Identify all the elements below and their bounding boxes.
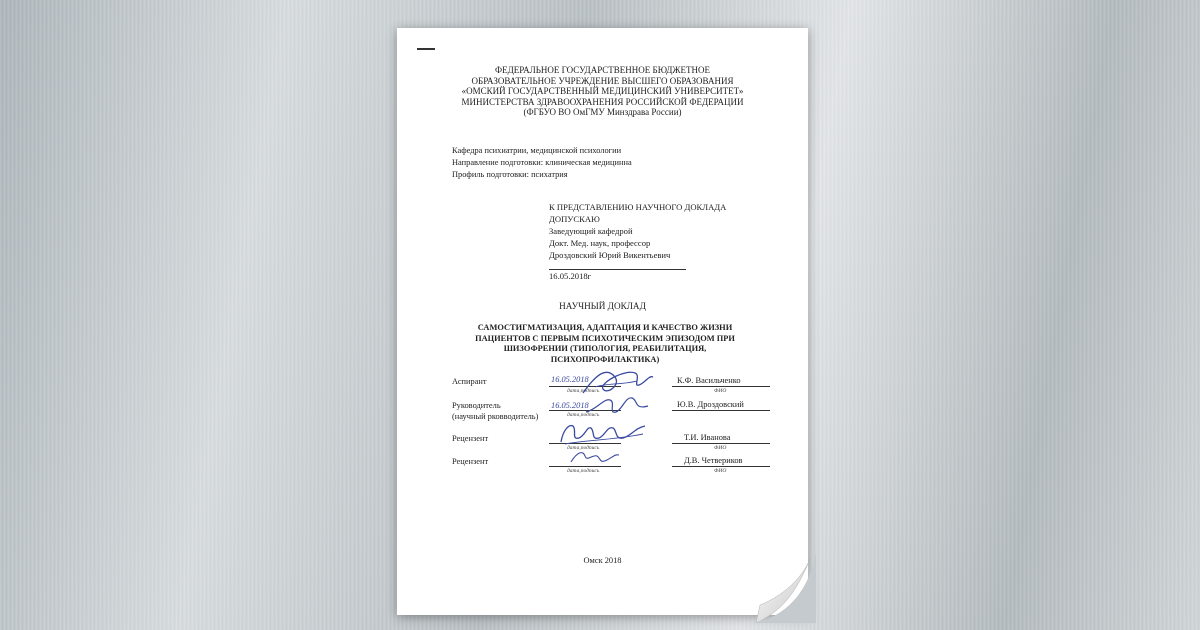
sig-date-caption: дата,подпись [567,468,600,474]
approval-line: ДОПУСКАЮ [549,214,600,224]
approval-signature-line [549,261,686,270]
signature-row-supervisor [452,400,782,426]
sig-name: К.Ф. Васильченко [677,376,741,385]
sig-role-line2: (научный рковводитель) [452,412,539,421]
page-curl-icon [756,553,816,623]
title-line: ШИЗОФРЕНИИ (ТИПОЛОГИЯ, РЕАБИЛИТАЦИЯ, [503,344,707,354]
corner-mark [417,48,435,50]
sig-date-caption: дата,подпись [567,445,600,451]
title-line: САМОСТИГМАТИЗАЦИЯ, АДАПТАЦИЯ И КАЧЕСТВО ЖИЗНИ [477,323,733,332]
sig-role: Рецензент [452,434,489,443]
document-title [455,323,755,365]
sig-name-line [672,466,770,467]
direction-text: Направление подготовки: клиническая медицинна [452,158,632,167]
header-line: ОБРАЗОВАТЕЛЬНОЕ УЧРЕЖДЕНИЕ ВЫСШЕГО ОБРАЗОВАНИЯ [471,75,734,86]
approval-line: К ПРЕДСТАВЛЕНИЮ НАУЧНОГО ДОКЛАДА [549,202,727,212]
header-line: ФЕДЕРАЛЬНОЕ ГОСУДАРСТВЕННОЕ БЮДЖЕТНОЕ [495,65,710,75]
sig-name: Д.В. Четвериков [684,456,743,465]
sig-name-caption: ФИО [714,468,727,474]
sig-name: Ю.В. Дроздовский [677,400,744,409]
sig-name-caption: ФИО [714,445,727,451]
sig-role: Рецензент [452,457,489,466]
profile-text: Профиль подготовки: психатрия [452,170,568,179]
sig-date-caption: дата,подпись [567,388,600,394]
program-info [452,145,632,181]
institution-header [397,65,808,118]
title-line: ПАЦИЕНТОВ С ПЕРВЫМ ПСИХОТИЧЕСКИМ ЭПИЗОДОМ ПРИ [475,333,735,343]
sig-date-line [549,386,621,387]
sig-date-handwritten: 16.05.2018 [551,401,589,410]
header-line: МИНИСТЕРСТВА ЗДРАВООХРАНЕНИЯ РОССИЙСКОЙ ФЕДЕРАЦИИ [461,96,744,107]
title-line: ПСИХОПРОФИЛАКТИКА) [550,354,660,364]
document-page [397,28,808,615]
city-year: Омск 2018 [583,556,622,565]
approval-line: Заведующий кафедрой [549,226,633,236]
document-type: НАУЧНЫЙ ДОКЛАД [559,301,646,311]
sig-date-line [549,466,621,467]
sig-date-caption: дата,подпись [567,412,600,418]
signature-row-graduate [452,376,782,402]
sig-date-line [549,443,621,444]
approval-block [549,201,726,282]
sig-role-line1: Руководитель [452,401,501,410]
header-line: (ФГБУО ВО ОмГМУ Минздрава России) [523,107,682,117]
sig-name: Т.И. Иванова [684,433,731,442]
department-text: Кафедра психиатрии, медицинской психологии [452,146,622,155]
sig-role [452,400,538,422]
sig-date-line [549,410,621,411]
sig-date-handwritten: 16.05.2018 [551,375,589,384]
sig-name-line [672,443,770,444]
approval-line: Докт. Мед. наук, профессор [549,238,651,248]
approval-line: Дроздовский Юрий Викентьевич [549,250,671,260]
sig-name-line [672,410,770,411]
approval-date: 16.05.2018г [549,271,592,281]
header-line: «ОМСКИЙ ГОСУДАРСТВЕННЫЙ МЕДИЦИНСКИЙ УНИВЕРСИТЕТ» [461,86,744,96]
sig-name-caption: ФИО [714,388,727,394]
sig-role: Аспирант [452,377,487,386]
sig-name-line [672,386,770,387]
signature-row-reviewer-2 [452,456,782,482]
